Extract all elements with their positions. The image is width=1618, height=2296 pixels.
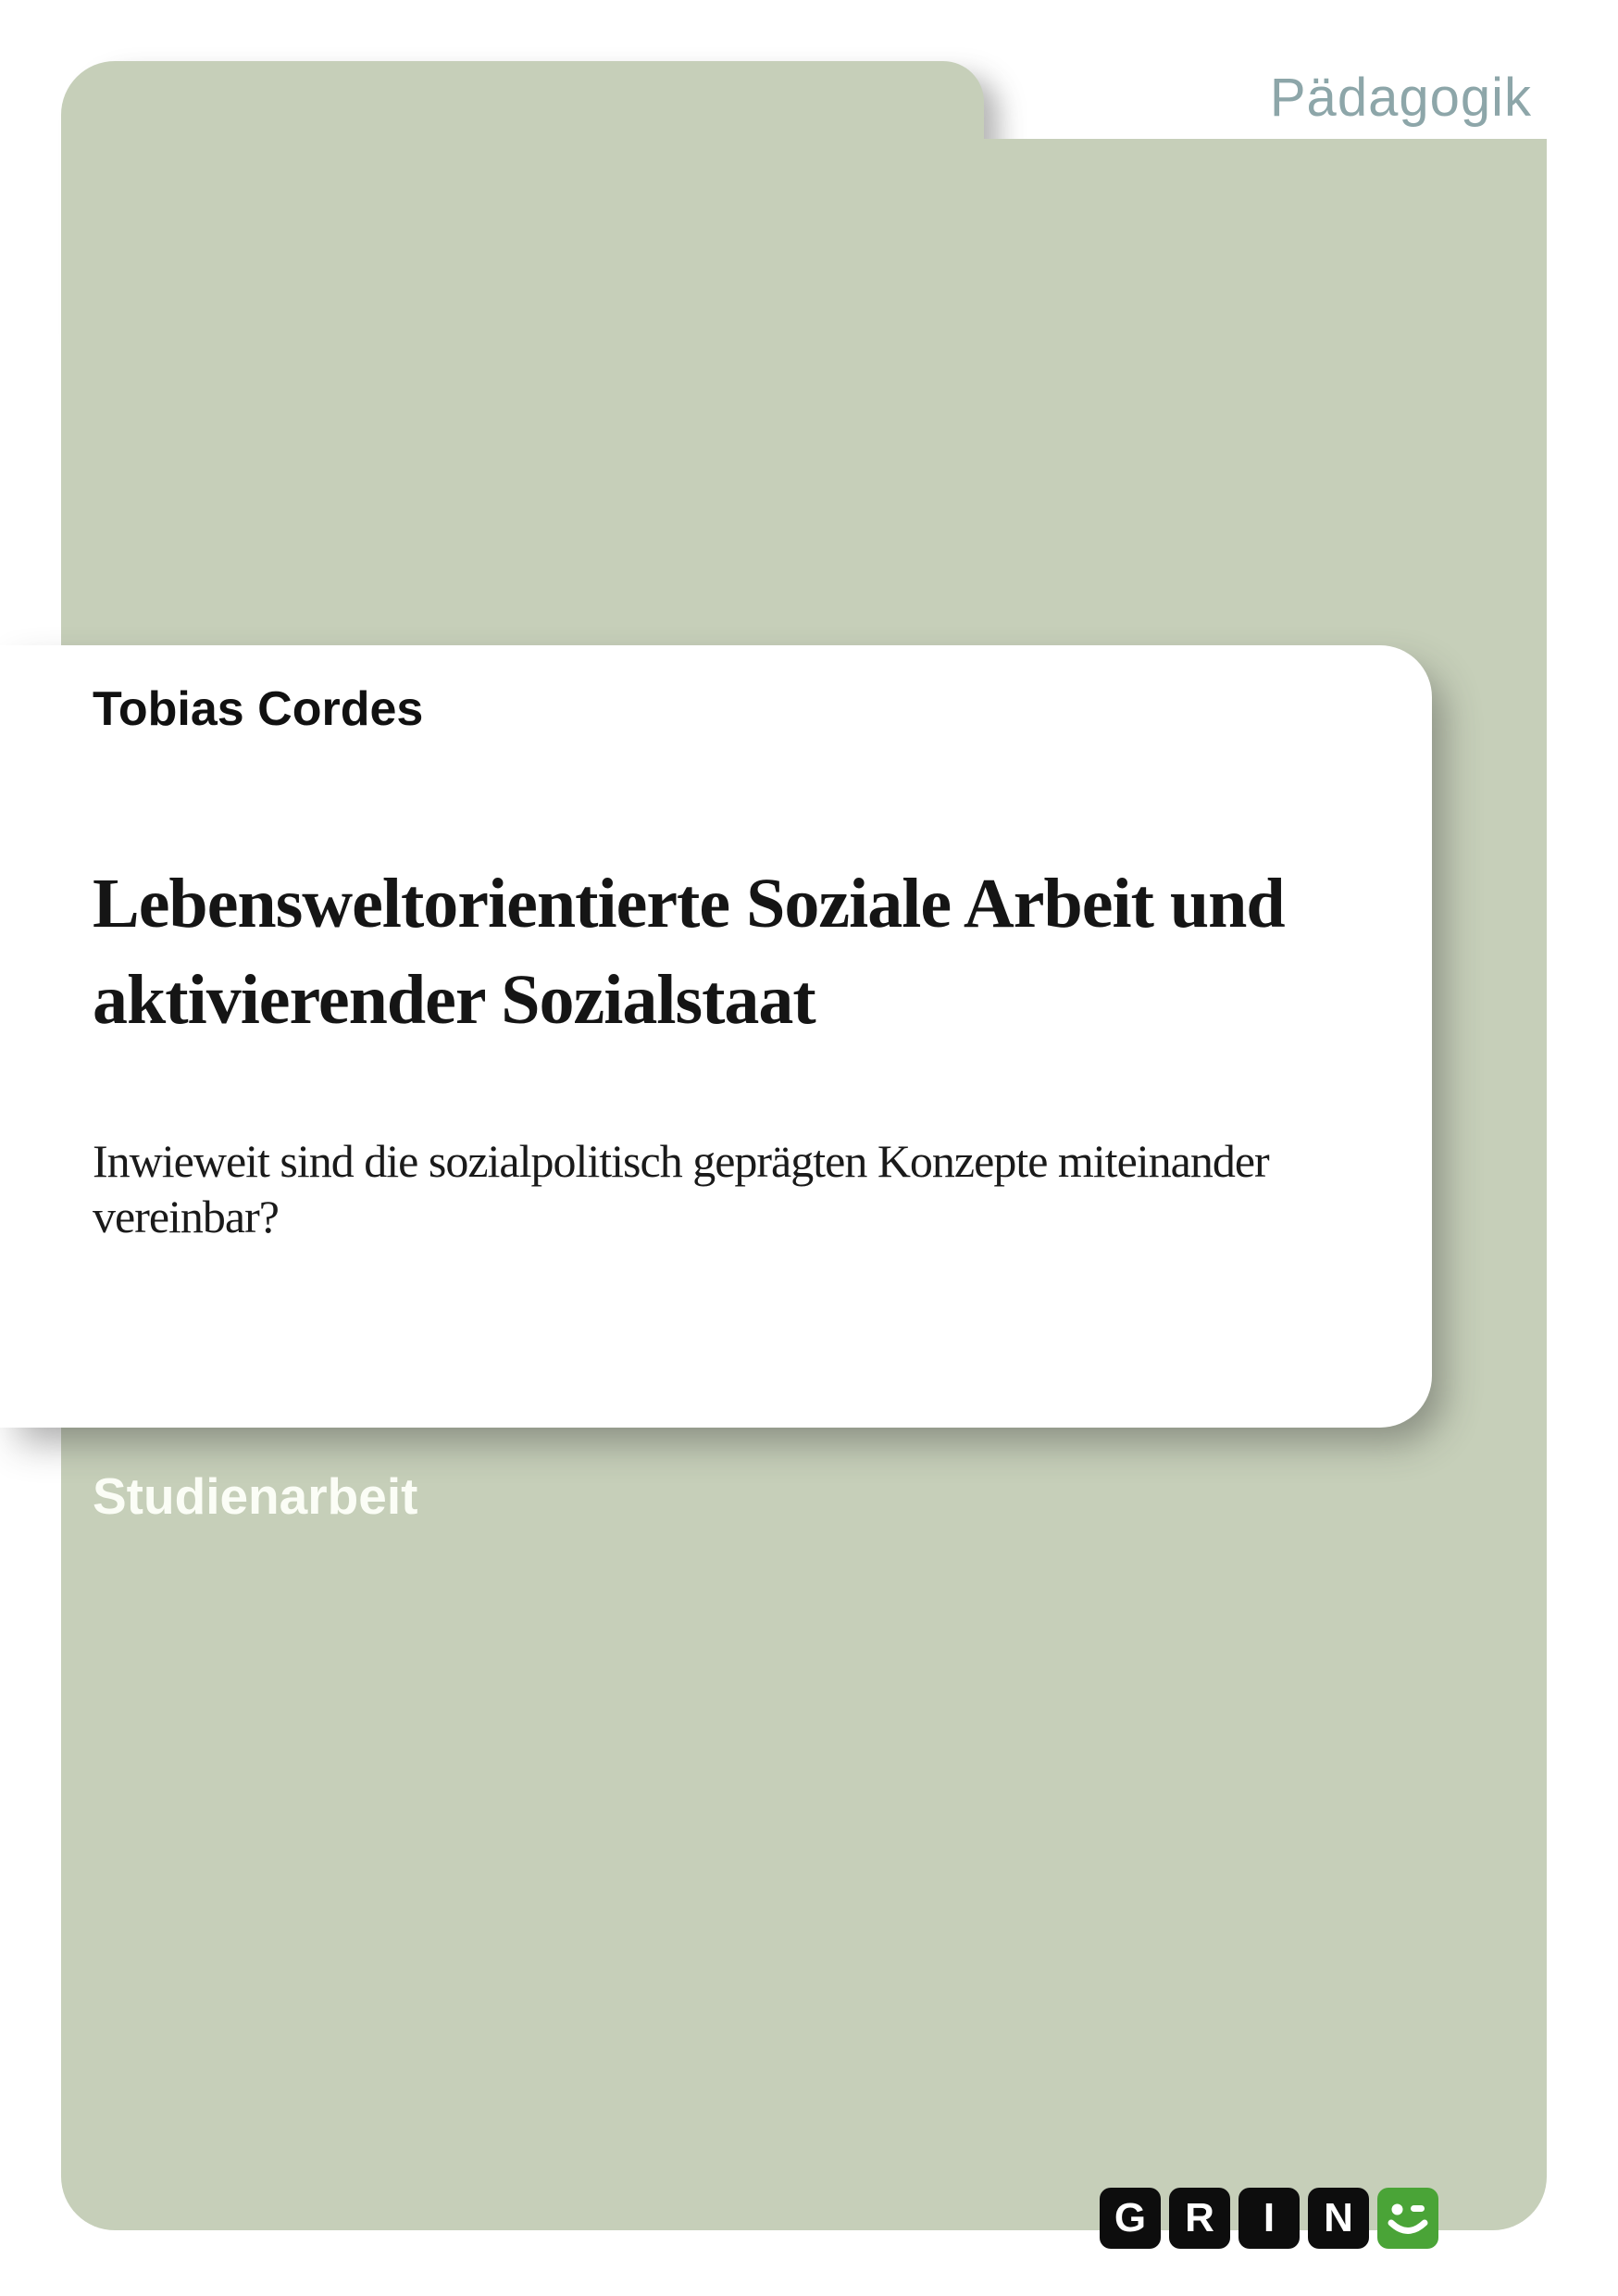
book-title-line-2: aktivierender Sozialstaat: [93, 960, 815, 1039]
book-subtitle-line-2: vereinbar?: [93, 1190, 279, 1242]
document-type-label: Studienarbeit: [93, 1467, 418, 1525]
book-subtitle: [93, 1133, 1395, 1244]
grin-logo-letter: R: [1169, 2188, 1230, 2249]
winking-smiley-icon: [1377, 2188, 1438, 2249]
book-title: [93, 856, 1395, 1048]
grin-logo: [1100, 2188, 1438, 2249]
grin-logo-letter: G: [1100, 2188, 1161, 2249]
author-name: Tobias Cordes: [93, 682, 424, 736]
book-title-line-1: Lebensweltorientierte Soziale Arbeit und: [93, 865, 1285, 943]
grin-logo-letter: I: [1238, 2188, 1300, 2249]
book-subtitle-line-1: Inwieweit sind die sozialpolitisch geprägten Konzepte miteinander: [93, 1134, 1269, 1187]
grin-logo-letter: N: [1308, 2188, 1369, 2249]
category-label: Pädagogik: [1269, 68, 1532, 128]
title-card: [0, 645, 1432, 1428]
